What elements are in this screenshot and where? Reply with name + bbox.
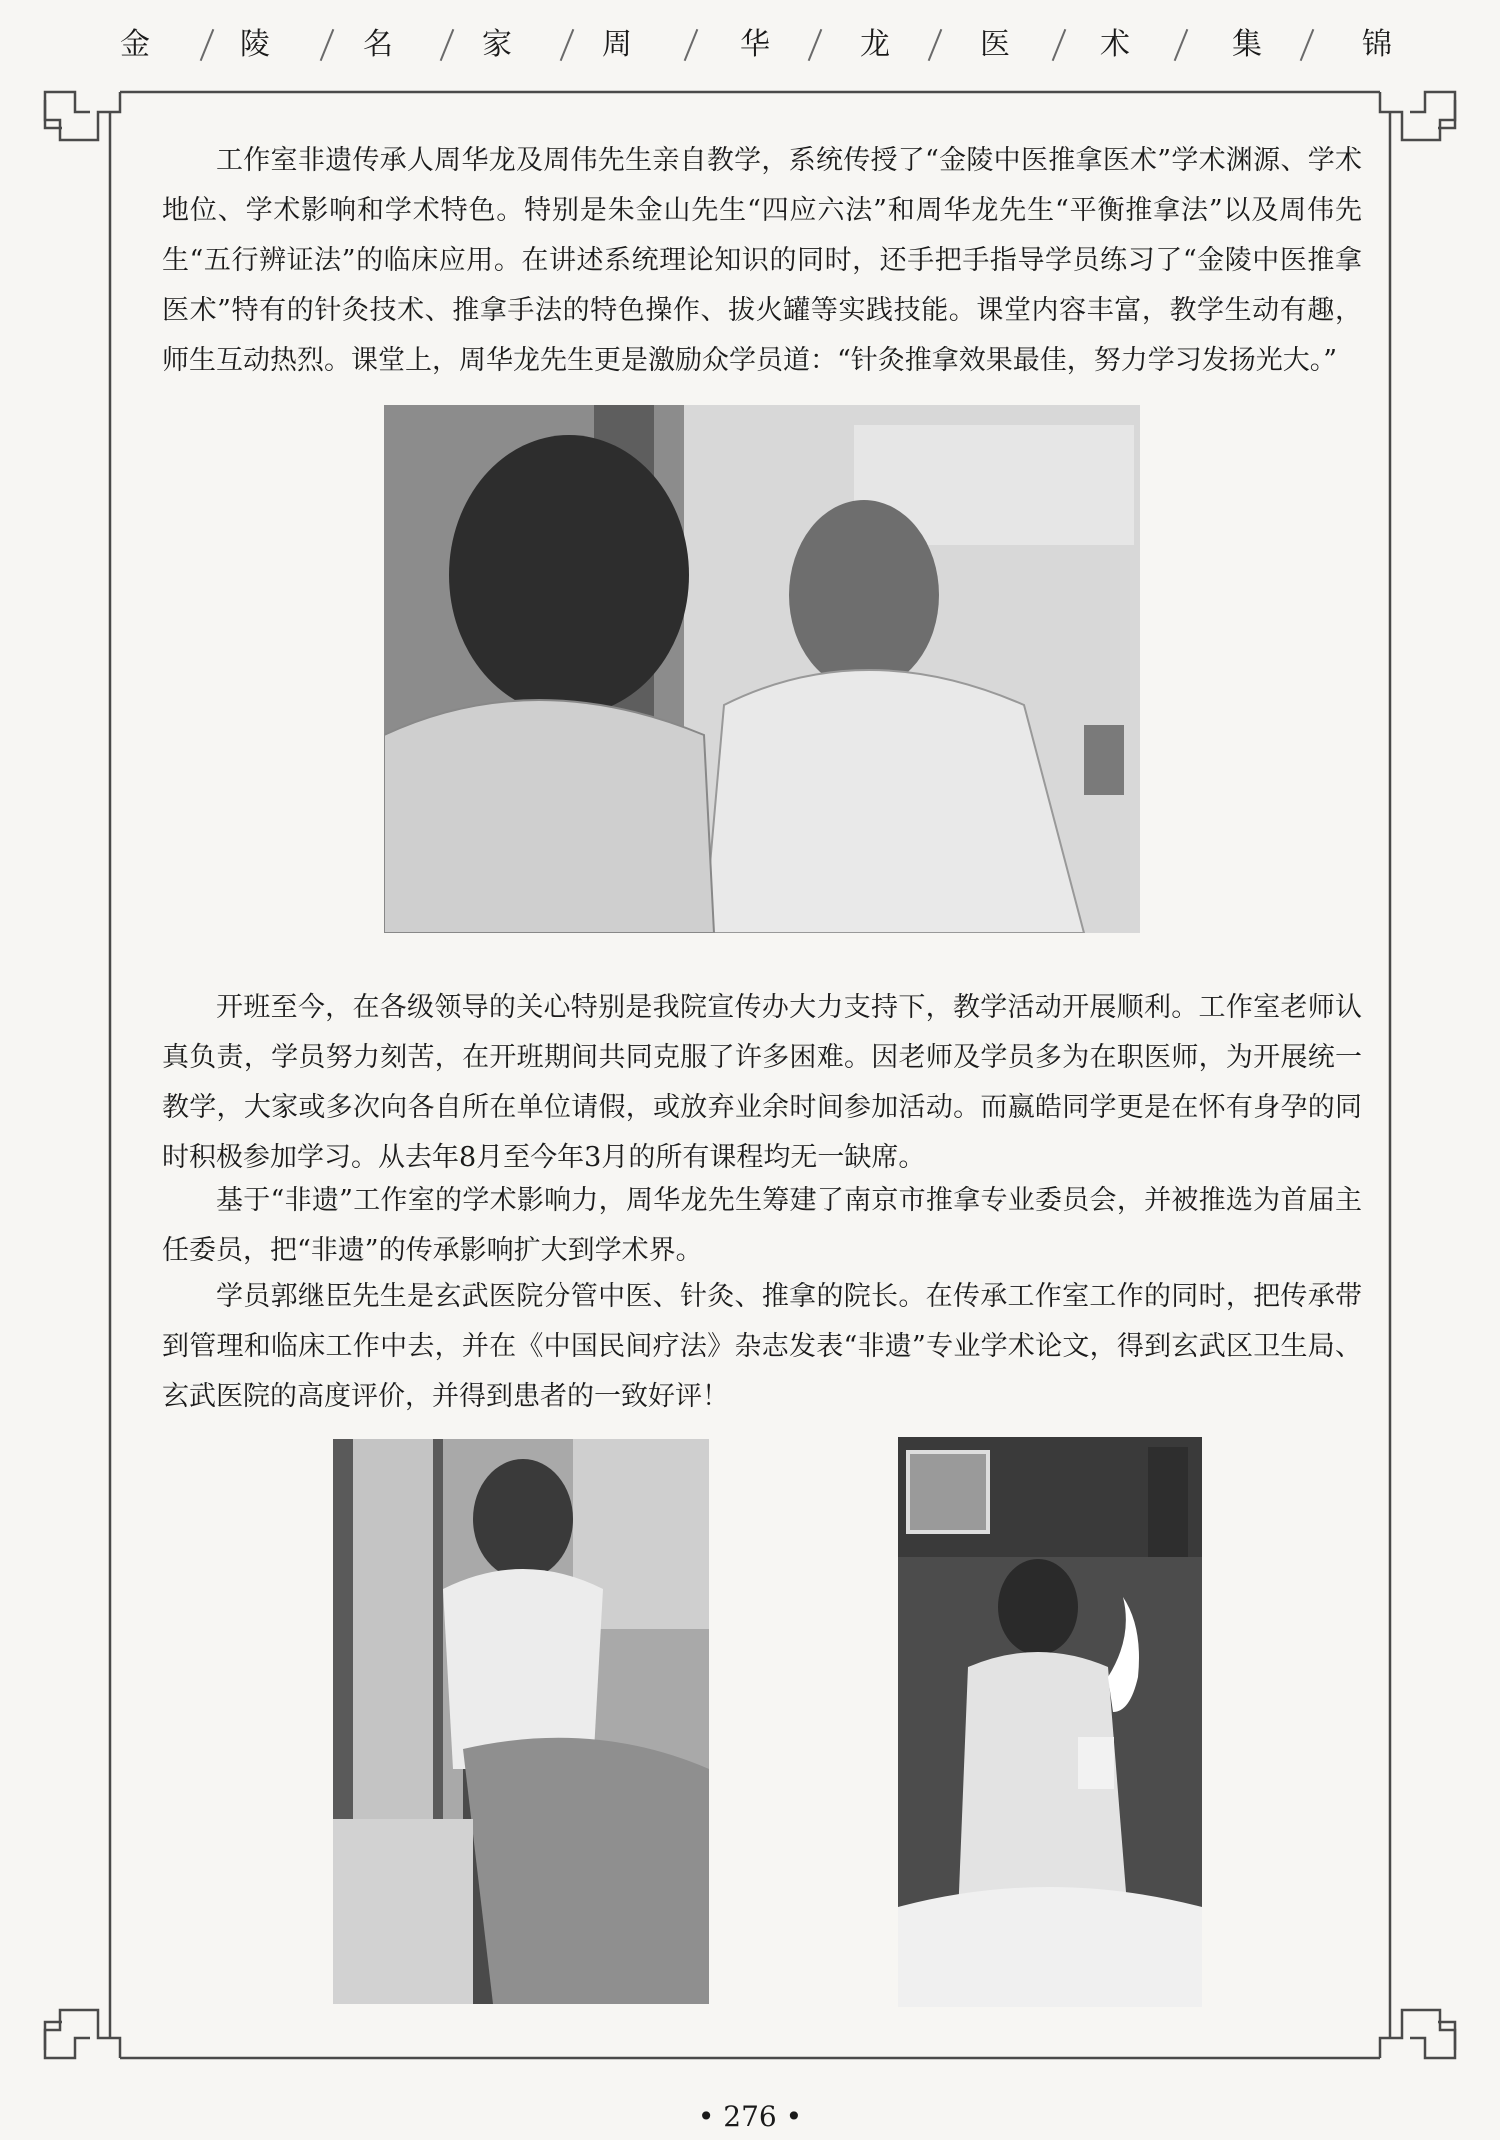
photo-cupping-practice (333, 1439, 709, 2004)
header-char: 锦 (1362, 27, 1392, 62)
body-paragraph: 基于“非遗”工作室的学术影响力，周华龙先生筹建了南京市推拿专业委员会，并被推选为首届主任委员，把“非遗”的传承影响扩大到学术界。 (162, 1185, 1362, 1266)
header-char: 陵 (240, 27, 270, 62)
body-paragraph: 开班至今，在各级领导的关心特别是我院宣传办大力支持下，教学活动开展顺利。工作室老师认真负责，学员努力刻苦，在开班期间共同克服了许多困难。因老师及学员多为在职医师，为开展统一教学，大家或多次向各自所在单位请假，或放弃业余时间参加活动。而嬴皓同学更是在怀有身孕的同时积极参加学习。从去年8月至今年3月的所有课程均无一缺席。 (162, 992, 1362, 1173)
header-char: 华 (740, 27, 770, 62)
body-paragraph: 学员郭继臣先生是玄武医院分管中医、针灸、推拿的院长。在传承工作室工作的同时，把传承带到管理和临床工作中去，并在《中国民间疗法》杂志发表“非遗”专业学术论文，得到玄武区卫生局、玄武医院的高度评价，并得到患者的一致好评！ (162, 1281, 1362, 1412)
header-char: 龙 (860, 27, 890, 62)
header-char: 家 (482, 27, 512, 62)
header-char: 术 (1100, 27, 1130, 62)
header-char: 金 (120, 27, 150, 62)
page-number: • 276 • (697, 2100, 803, 2133)
header-char: 周 (602, 27, 632, 62)
photo-teaching-conversation (384, 405, 1140, 933)
header-char: 集 (1232, 27, 1262, 62)
photo-fire-cupping (898, 1437, 1202, 2007)
body-paragraph: 工作室非遗传承人周华龙及周伟先生亲自教学，系统传授了“金陵中医推拿医术”学术渊源、学术地位、学术影响和学术特色。特别是朱金山先生“四应六法”和周华龙先生“平衡推拿法”以及周伟先生“五行辨证法”的临床应用。在讲述系统理论知识的同时，还手把手指导学员练习了“金陵中医推拿医术”特有的针灸技术、推拿手法的特色操作、拔火罐等实践技能。课堂内容丰富，教学生动有趣，师生互动热烈。课堂上，周华龙先生更是激励众学员道：“针灸推拿效果最佳，努力学习发扬光大。” (162, 145, 1362, 376)
header-char: 医 (980, 27, 1010, 62)
header-char: 名 (363, 27, 393, 62)
